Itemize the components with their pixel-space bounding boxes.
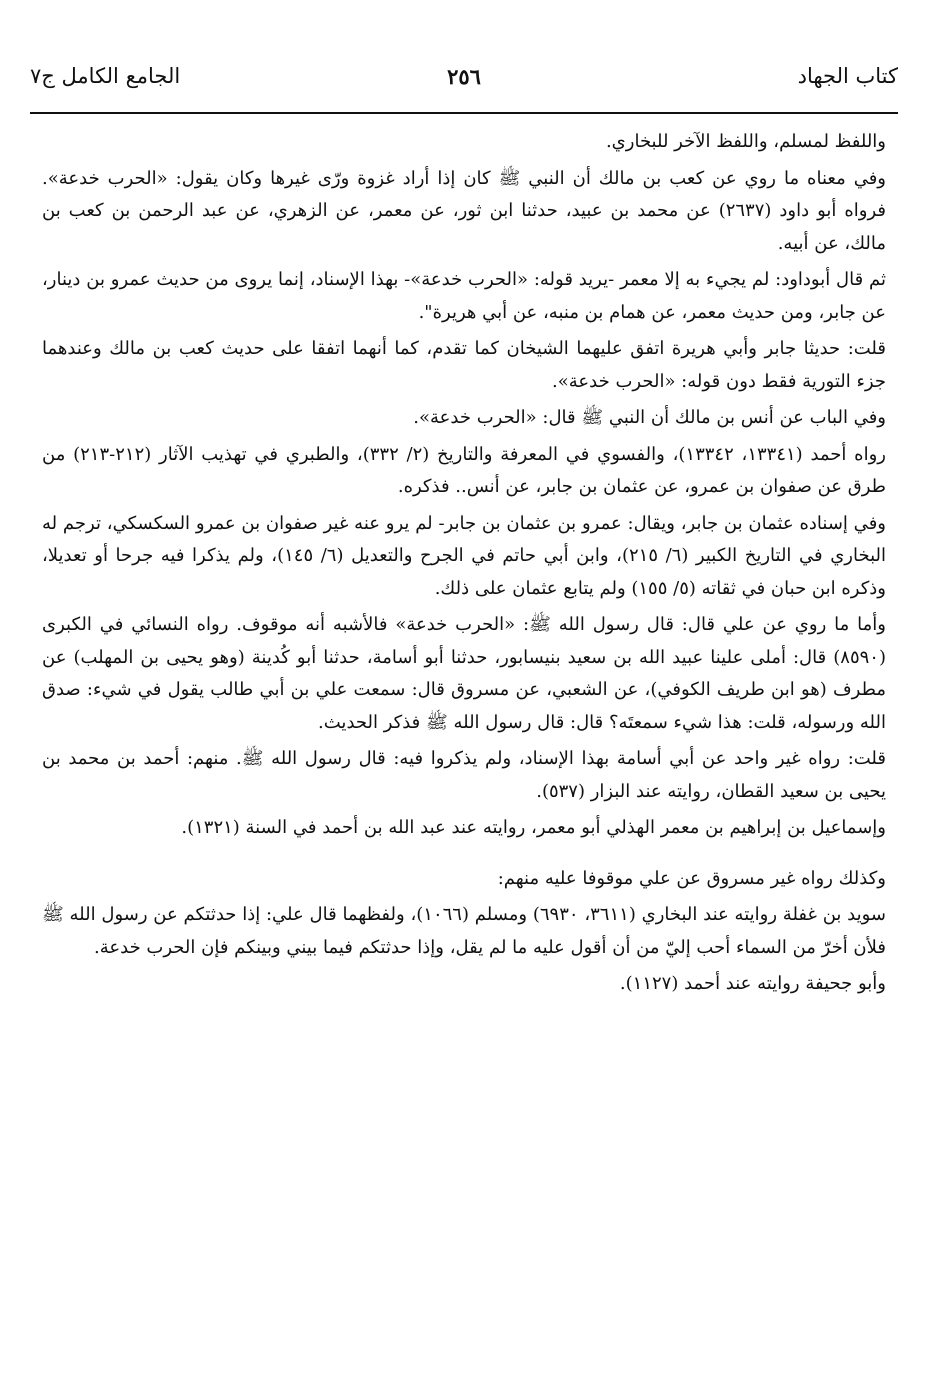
paragraph: قلت: رواه غير واحد عن أبي أسامة بهذا الإسناد، ولم يذكروا فيه: قال رسول الله ﷺ. منهم: أحمد بن محمد بن يحيى بن سعيد القطان، روايته عند البزار (٥٣٧).	[42, 748, 886, 802]
running-header	[30, 64, 898, 104]
paragraph: قلت: حديثا جابر وأبي هريرة اتفق عليهما الشيخان كما تقدم، كما أنهما اتفقا على حديث كعب بن مالك وعندهما جزء التورية فقط دون قوله: «الحرب خدعة».	[42, 338, 886, 392]
page-body	[42, 126, 886, 1005]
paragraph: وأبو جحيفة روايته عند أحمد (١١٢٧).	[619, 973, 886, 994]
paragraph: وفي إسناده عثمان بن جابر، ويقال: عمرو بن عثمان بن جابر- لم يرو عنه غير صفوان بن عمرو السكسكي، ترجم له البخاري في التاريخ الكبير (٦/ ٢١٥)، وابن أبي حاتم في الجرح والتعديل (٦/ ١٤٥)، ولم يذكرا فيه جرحا أو تعديلا، وذكره ابن حبان في ثقاته (٥/ ١٥٥) ولم يتابع عثمان على ذلك.	[42, 512, 886, 599]
paragraph: واللفظ لمسلم، واللفظ الآخر للبخاري.	[605, 131, 886, 152]
paragraph: رواه أحمد (١٣٣٤١، ١٣٣٤٢)، والفسوي في المعرفة والتاريخ (٢/ ٣٣٢)، والطبري في تهذيب الآثار (٢١٢-٢١٣) من طرق عن صفوان بن عمرو، عن عثمان بن جابر، عن أنس.. فذكره.	[42, 443, 886, 497]
paragraph: ثم قال أبوداود: لم يجيء به إلا معمر -يريد قوله: «الحرب خدعة»- بهذا الإسناد، إنما يروى من حديث عمرو بن دينار، عن جابر، ومن حديث معمر، عن همام بن منبه، عن أبي هريرة".	[42, 269, 886, 323]
paragraph: وكذلك رواه غير مسروق عن علي موقوفا عليه منهم:	[497, 867, 886, 889]
chapter-title: كتاب الجهاد	[797, 64, 898, 88]
book-title: الجامع الكامل ج٧	[30, 64, 181, 88]
paragraph: وإسماعيل بن إبراهيم بن معمر الهذلي أبو معمر، روايته عند عبد الله بن أحمد في السنة (١٣٢١).	[181, 817, 886, 838]
header-rule	[30, 112, 898, 114]
paragraph: وفي الباب عن أنس بن مالك أن النبي ﷺ قال: «الحرب خدعة».	[413, 407, 886, 428]
paragraph: وفي معناه ما روي عن كعب بن مالك أن النبي ﷺ كان إذا أراد غزوة ورّى غيرها وكان يقول: «الحرب خدعة». فرواه أبو داود (٢٦٣٧) عن محمد بن عبيد، حدثنا ابن ثور، عن معمر، عن الزهري، عن عبد الرحمن بن كعب بن مالك، عن أبيه.	[42, 167, 886, 254]
paragraph: وأما ما روي عن علي قال: قال رسول الله ﷺ: «الحرب خدعة» فالأشبه أنه موقوف. رواه النسائي في الكبرى (٨٥٩٠) قال: أملى علينا عبيد الله بن سعيد بنيسابور، حدثنا أبو أسامة، حدثنا أبو كُدينة (وهو يحيى بن المهلب) عن مطرف (هو ابن طريف الكوفي)، عن الشعبي، عن مسروق قال: سمعت علي بن أبي طالب يقول في شيء: صدق الله ورسوله، قلت: هذا شيء سمعتَه؟ قال: قال رسول الله ﷺ فذكر الحديث.	[42, 614, 886, 733]
paragraph: سويد بن غفلة روايته عند البخاري (٣٦١١، ٦٩٣٠) ومسلم (١٠٦٦)، ولفظهما قال علي: إذا حدثتكم عن رسول الله ﷺ فلأن أخرّ من السماء أحب إليّ من أن أقول عليه ما لم يقل، وإذا حدثتكم فيما بيني وبينكم فإن الحرب خدعة.	[42, 904, 887, 958]
page-number: ٢٥٦	[447, 64, 481, 89]
